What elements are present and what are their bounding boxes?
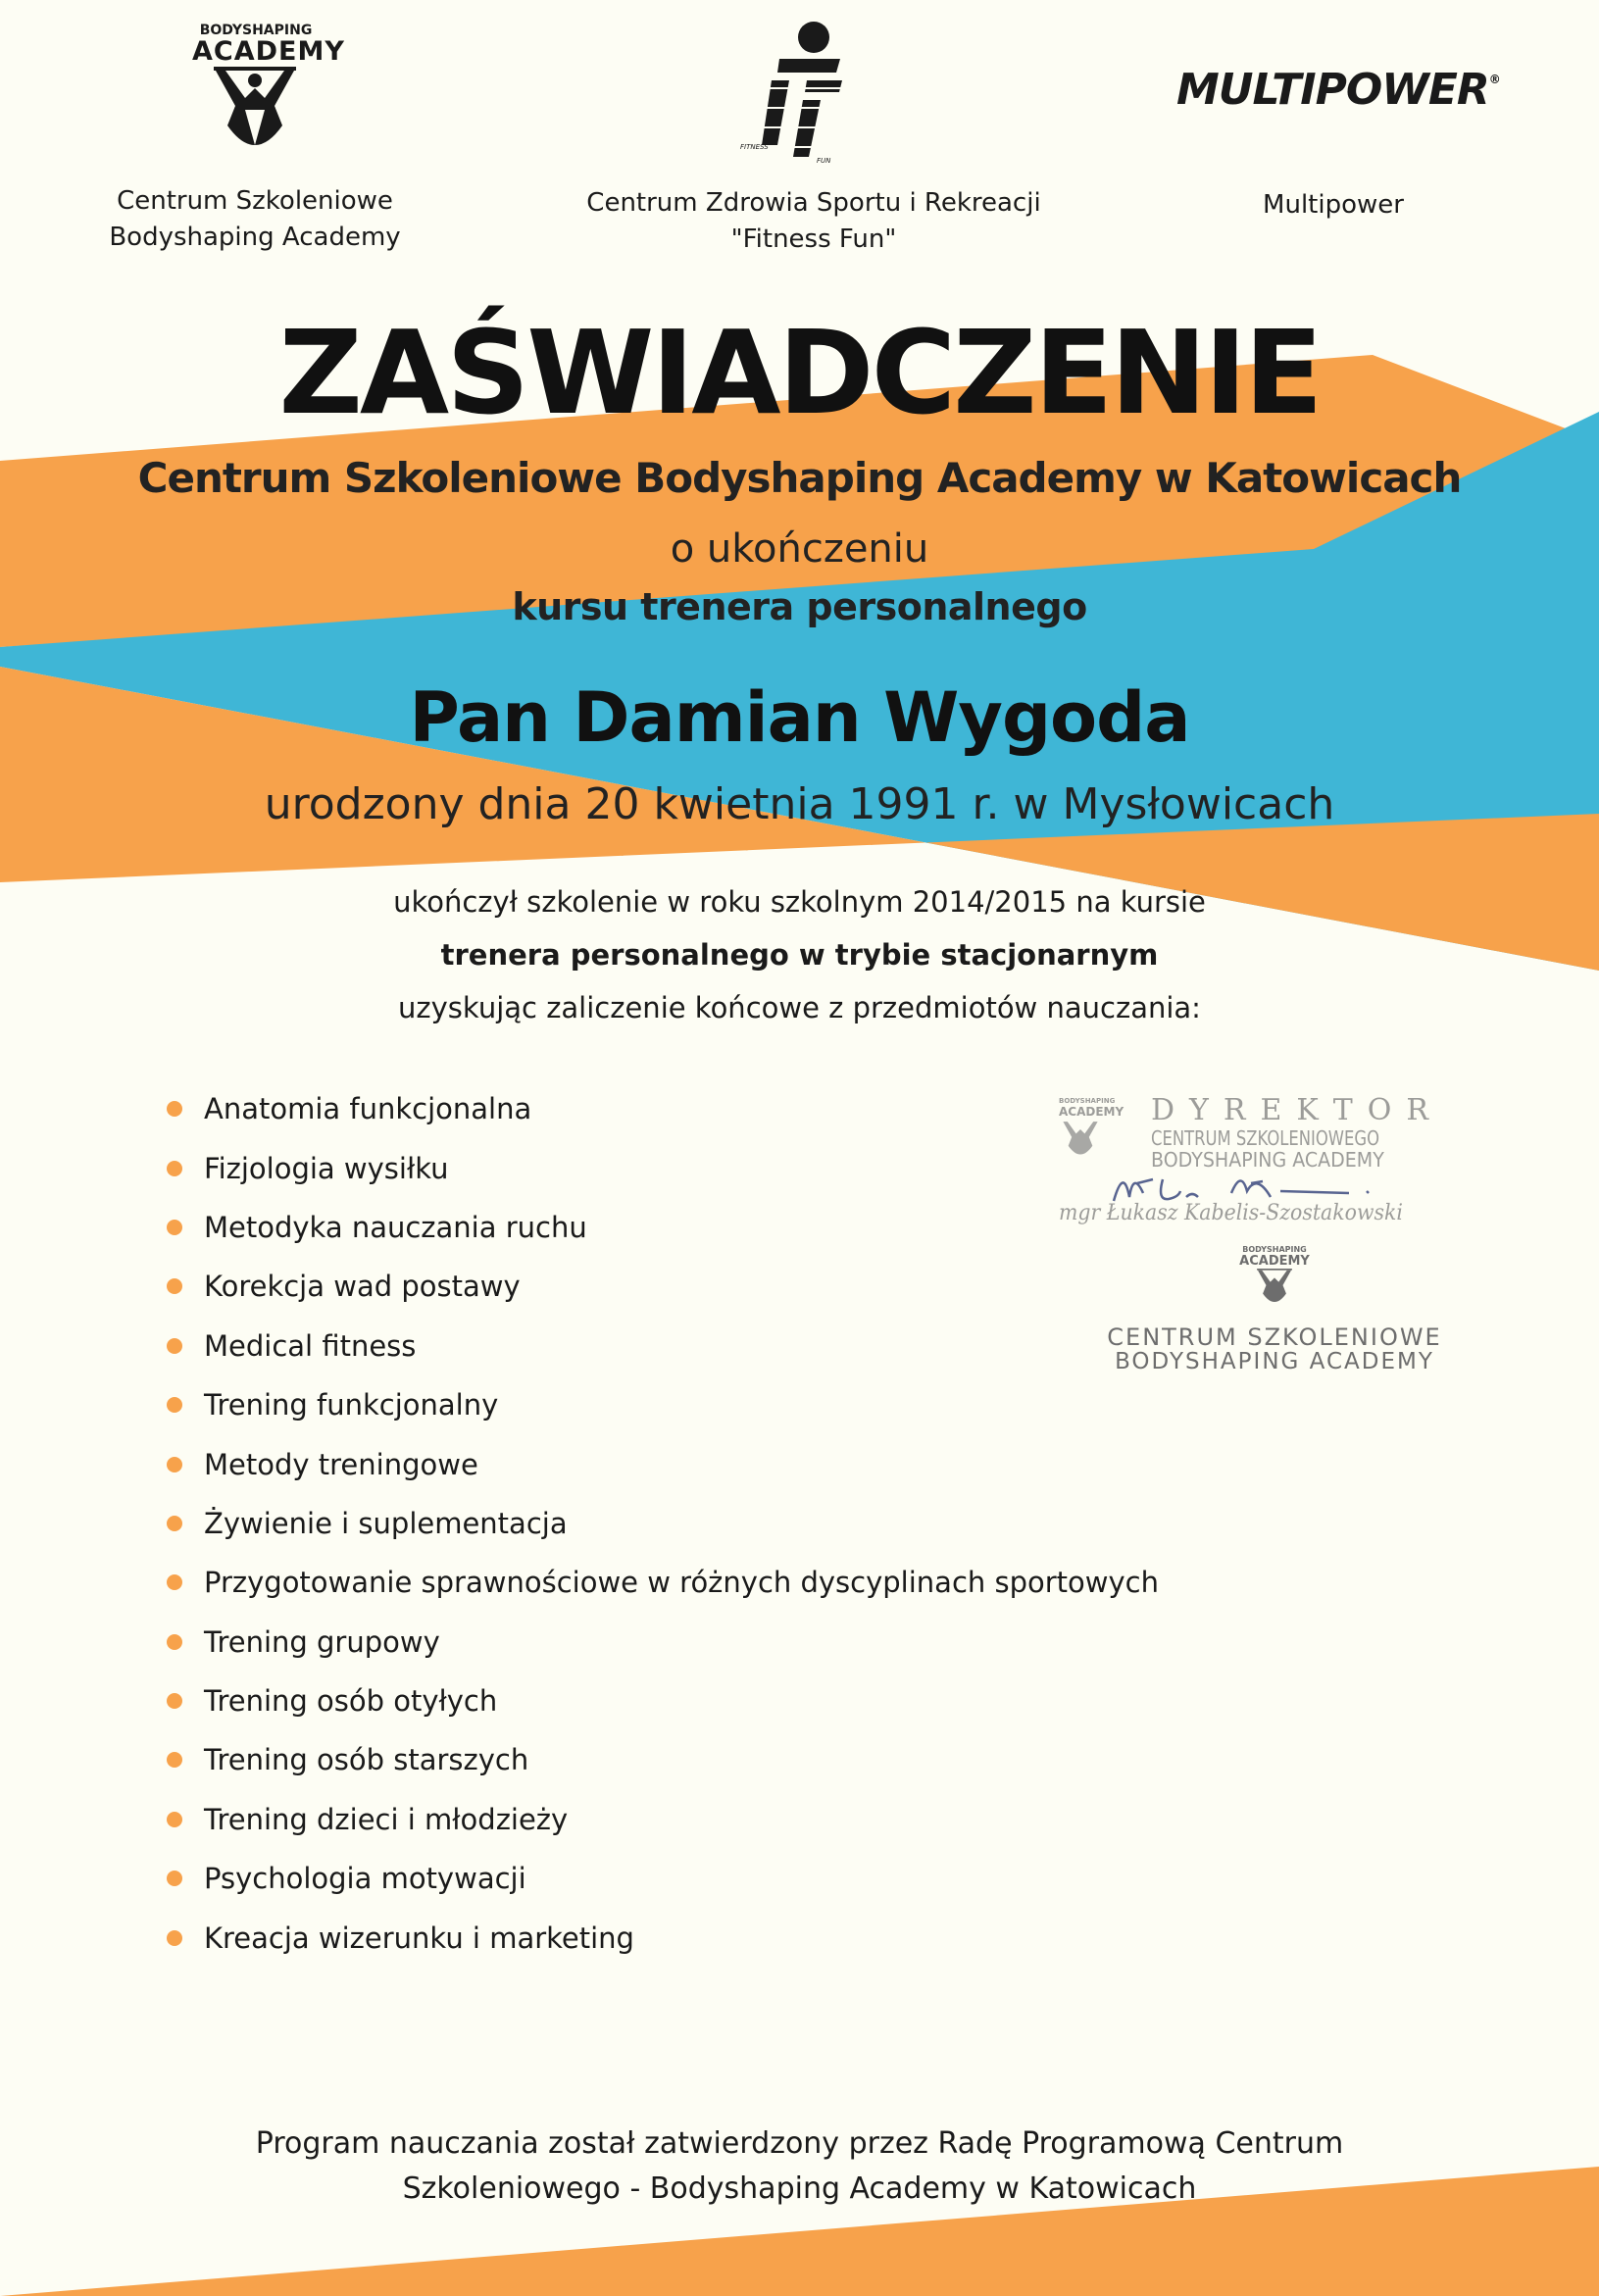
footer-line1: Program nauczania został zatwierdzony przez Radę Programową Centrum: [255, 2126, 1344, 2161]
bullet-dot-icon: [167, 1397, 182, 1413]
center-logo-line1: BODYSHAPING: [1242, 1245, 1307, 1254]
subject-label: Anatomia funkcjonalna: [204, 1092, 532, 1126]
subject-label: Przygotowanie sprawnościowe w różnych dyscyplinach sportowych: [204, 1566, 1159, 1600]
subject-label: Metody treningowe: [204, 1447, 478, 1481]
statement-line1: ukończył szkolenie w roku szkolnym 2014/2015 na kursie: [393, 885, 1206, 919]
subject-label: Kreacja wizerunku i marketing: [204, 1921, 634, 1955]
subject-label: Żywienie i suplementacja: [204, 1506, 568, 1540]
org2-line1: Centrum Zdrowia Sportu i Rekreacji: [586, 188, 1041, 218]
bodyshaping-figure-icon: [206, 67, 304, 159]
org1-line1: Centrum Szkoleniowe: [117, 186, 393, 216]
center-stamp-logo: [1235, 1245, 1314, 1312]
subject-label: Psychologia motywacji: [204, 1862, 526, 1896]
subject-item: [167, 1375, 1159, 1434]
subject-item: [167, 1613, 1159, 1672]
subject-item: [167, 1079, 1159, 1138]
center-stamp-line2: BODYSHAPING ACADEMY: [1115, 1349, 1434, 1374]
bullet-dot-icon: [167, 1101, 182, 1117]
bullet-dot-icon: [167, 1161, 182, 1176]
registered-mark: ®: [1488, 73, 1500, 86]
bullet-dot-icon: [167, 1752, 182, 1768]
ff-small-fun: FUN: [817, 157, 831, 165]
statement-line3: uzyskując zaliczenie końcowe z przedmiotów nauczania:: [398, 991, 1201, 1024]
stamp-figure-icon: [1059, 1119, 1102, 1162]
fitness-fun-logo: [721, 20, 868, 167]
org3-line1: Multipower: [1263, 190, 1404, 220]
bullet-dot-icon: [167, 1278, 182, 1294]
center-stamp: [1088, 1245, 1461, 1382]
subject-label: Trening osób otyłych: [204, 1684, 498, 1719]
subjects-list: [167, 1079, 1159, 1968]
subject-label: Trening grupowy: [204, 1624, 440, 1659]
org2-line2: "Fitness Fun": [730, 225, 897, 254]
recipient-name: Pan Damian Wygoda: [409, 677, 1190, 758]
birth-info: urodzony dnia 20 kwietnia 1991 r. w Mysłowicach: [264, 779, 1335, 829]
bullet-dot-icon: [167, 1338, 182, 1354]
ff-small-fitness: FITNESS: [740, 143, 769, 151]
program-approval-note: [0, 2121, 1599, 2212]
bullet-dot-icon: [167, 1457, 182, 1472]
bullet-dot-icon: [167, 1812, 182, 1827]
subject-item: [167, 1849, 1159, 1908]
subject-label: Trening osób starszych: [204, 1743, 529, 1777]
org-multipower: [1206, 187, 1461, 224]
subject-item: [167, 1730, 1159, 1789]
subject-item: [167, 1198, 1159, 1257]
bullet-dot-icon: [167, 1574, 182, 1590]
subject-item: [167, 1434, 1159, 1493]
subject-item: [167, 1908, 1159, 1967]
issuer-line: Centrum Szkoleniowe Bodyshaping Academy w Katowicach: [137, 454, 1462, 502]
bullet-dot-icon: [167, 1930, 182, 1946]
stamp-logo-line1: BODYSHAPING: [1059, 1097, 1116, 1105]
bullet-dot-icon: [167, 1871, 182, 1886]
subject-item: [167, 1790, 1159, 1849]
org-fitness-fun: [559, 185, 1069, 258]
bullet-dot-icon: [167, 1220, 182, 1235]
subject-item: [167, 1138, 1159, 1197]
director-title: DYREKTOR: [1151, 1093, 1443, 1127]
director-stamp: [1057, 1093, 1443, 1230]
subject-label: Fizjologia wysiłku: [204, 1151, 449, 1185]
multipower-wordmark: MULTIPOWER: [1176, 65, 1489, 115]
bullet-dot-icon: [167, 1634, 182, 1650]
director-org-line1: CENTRUM SZKOLENIOWEGO: [1151, 1126, 1379, 1150]
logo-ba-line1: BODYSHAPING: [199, 23, 313, 38]
bullet-dot-icon: [167, 1516, 182, 1531]
subject-item: [167, 1257, 1159, 1316]
subject-label: Trening funkcjonalny: [204, 1388, 499, 1423]
subject-item: [167, 1317, 1159, 1375]
multipower-logo: [1176, 65, 1500, 115]
subject-item: [167, 1672, 1159, 1730]
course-line: kursu trenera personalnego: [512, 585, 1087, 628]
certificate-title: ZAŚWIADCZENIE: [278, 305, 1321, 440]
subject-item: [167, 1553, 1159, 1612]
director-name: mgr Łukasz Kabelis-Szostakowski: [1059, 1201, 1403, 1225]
subject-label: Trening dzieci i młodzieży: [204, 1802, 569, 1836]
director-stamp-logo: [1059, 1097, 1127, 1166]
completion-statement: [0, 875, 1599, 1034]
subject-label: Medical fitness: [204, 1328, 417, 1363]
subject-label: Metodyka nauczania ruchu: [204, 1210, 587, 1244]
center-stamp-line1: CENTRUM SZKOLENIOWE: [1107, 1323, 1442, 1351]
statement-line2: trenera personalnego w trybie stacjonarnym: [440, 938, 1159, 972]
org-bodyshaping: [78, 183, 431, 256]
center-stamp-figure-icon: [1252, 1269, 1297, 1308]
completion-line: o ukończeniu: [670, 526, 929, 572]
footer-line2: Szkoleniowego - Bodyshaping Academy w Katowicach: [402, 2171, 1197, 2206]
bullet-dot-icon: [167, 1693, 182, 1709]
logo-ba-line2: ACADEMY: [192, 36, 345, 67]
stamp-logo-line2: ACADEMY: [1059, 1105, 1124, 1119]
subject-label: Korekcja wad postawy: [204, 1270, 521, 1304]
center-logo-line2: ACADEMY: [1239, 1254, 1310, 1269]
director-org-line2: BODYSHAPING ACADEMY: [1151, 1148, 1384, 1172]
org1-line2: Bodyshaping Academy: [109, 223, 401, 252]
subject-item: [167, 1494, 1159, 1553]
bodyshaping-academy-logo: [192, 23, 345, 67]
